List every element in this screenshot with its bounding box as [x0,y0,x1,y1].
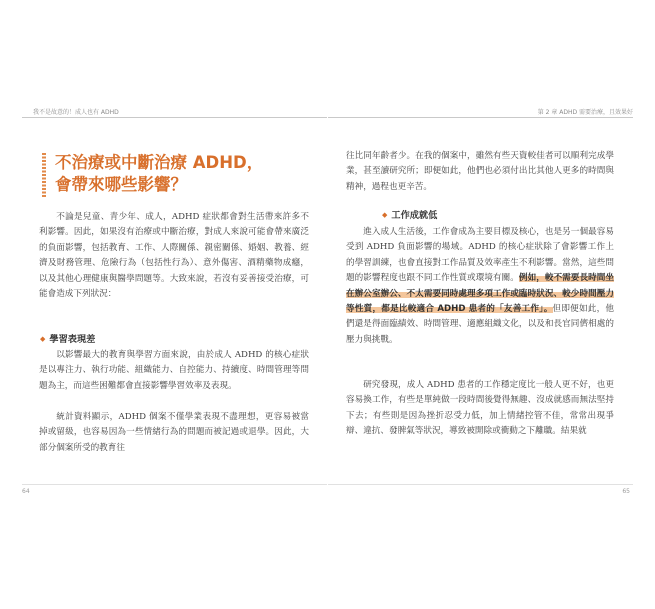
chapter-title-line-2: 會帶來哪些影響？ [55,175,187,194]
work-paragraph-1 [346,225,614,348]
header-rule [22,117,327,118]
page-number-left: 64 [22,488,30,495]
running-head-book-title: 我不是故意的！成人也有 ADHD [33,109,119,116]
footer-rule [328,484,633,485]
chapter-title-line-1: 不治療或中斷治療 ADHD， [55,153,264,172]
section-heading-learning-text: 學習表現差 [49,334,96,345]
right-page [328,0,655,609]
chapter-title [55,152,315,196]
section-heading-work [382,207,437,221]
work-paragraph-2: 研究發現，成人 ADHD 患者的工作穩定度比一般人更不好，也更容易換工作，有些是單純做一段時間後覺得無趣、沒成就感而無法堅持下去；有些則是因為挫折忍受力低，加上情緒控管不佳，常常出現爭辯、違抗、發脾氣等狀況，導致被開除或衝動之下離職。結果就 [346,380,614,437]
continued-paragraph: 往比同年齡者少。在我的個案中，雖然有些天資較佳者可以順利完成學業，甚至讀研究所；即便如此，他們也必須付出比其他人更多的時間與精神，過程也更辛苦。 [346,151,614,192]
running-head-chapter: 第 2 章 ADHD 需要治療，且效果好 [537,109,633,116]
learning-paragraph-2: 統計資料顯示，ADHD 個案不僅學業表現不盡理想，更容易被當掉或留級，也容易因為一些情緒行為的問題而被記過或退學。因此，大部分個案所受的教育往 [39,412,309,453]
page-number-right: 65 [622,488,630,495]
left-page [0,0,327,609]
bullet-icon: ◆ [40,335,46,343]
work-paragraph-1-text: 進入成人生活後，工作會成為主要目標及核心，也是另一個最容易受到 ADHD 負面影響的場域。ADHD 的核心症狀除了會影響工作上的學習訓練，也會直接對工作品質及效率產生不利影響。當然，這些問題的影響程度也跟不同工作性質或環境有關。 [346,227,614,284]
footer-rule [22,484,327,485]
section-heading-learning [40,331,95,345]
header-rule [328,117,633,118]
bullet-icon: ◆ [382,211,388,219]
section-heading-work-text: 工作成就低 [391,210,438,221]
learning-paragraph-1: 以影響最大的教育與學習方面來說，由於成人 ADHD 的核心症狀是以專注力、執行功能、組織能力、自控能力、持續度、時間管理等問題為主，而這些困難都會直接影響學習效率及表現。 [39,350,309,391]
intro-paragraph: 不論是兒童、青少年、成人，ADHD 症狀都會對生活帶來許多不利影響。因此，如果沒有治療或中斷治療，對成人來說可能會帶來廣泛的負面影響，包括教育、工作、人際關係、親密關係、婚姻、教養、經濟及財務管理、危險行為（包括性行為）、意外傷害、酒精藥物成癮，以及其他心理健康與醫學問題等。大致來說，若沒有妥善接受治療，可能會造成下列狀況： [39,212,309,300]
work-paragraph-1-tail: 但即便如此，他們還是得面臨績效、時間管理、適應組織文化，以及和長官同儕相處的壓力與挑戰。 [346,304,614,345]
highlighted-passage: 例如，較不需要長時間坐在辦公室辦公、不太需要同時處理多項工作或臨時狀況、較少時間壓力等性質，都是比較適合 ADHD 患者的「友善工作」。 [346,273,614,315]
title-accent-bar [42,153,46,197]
